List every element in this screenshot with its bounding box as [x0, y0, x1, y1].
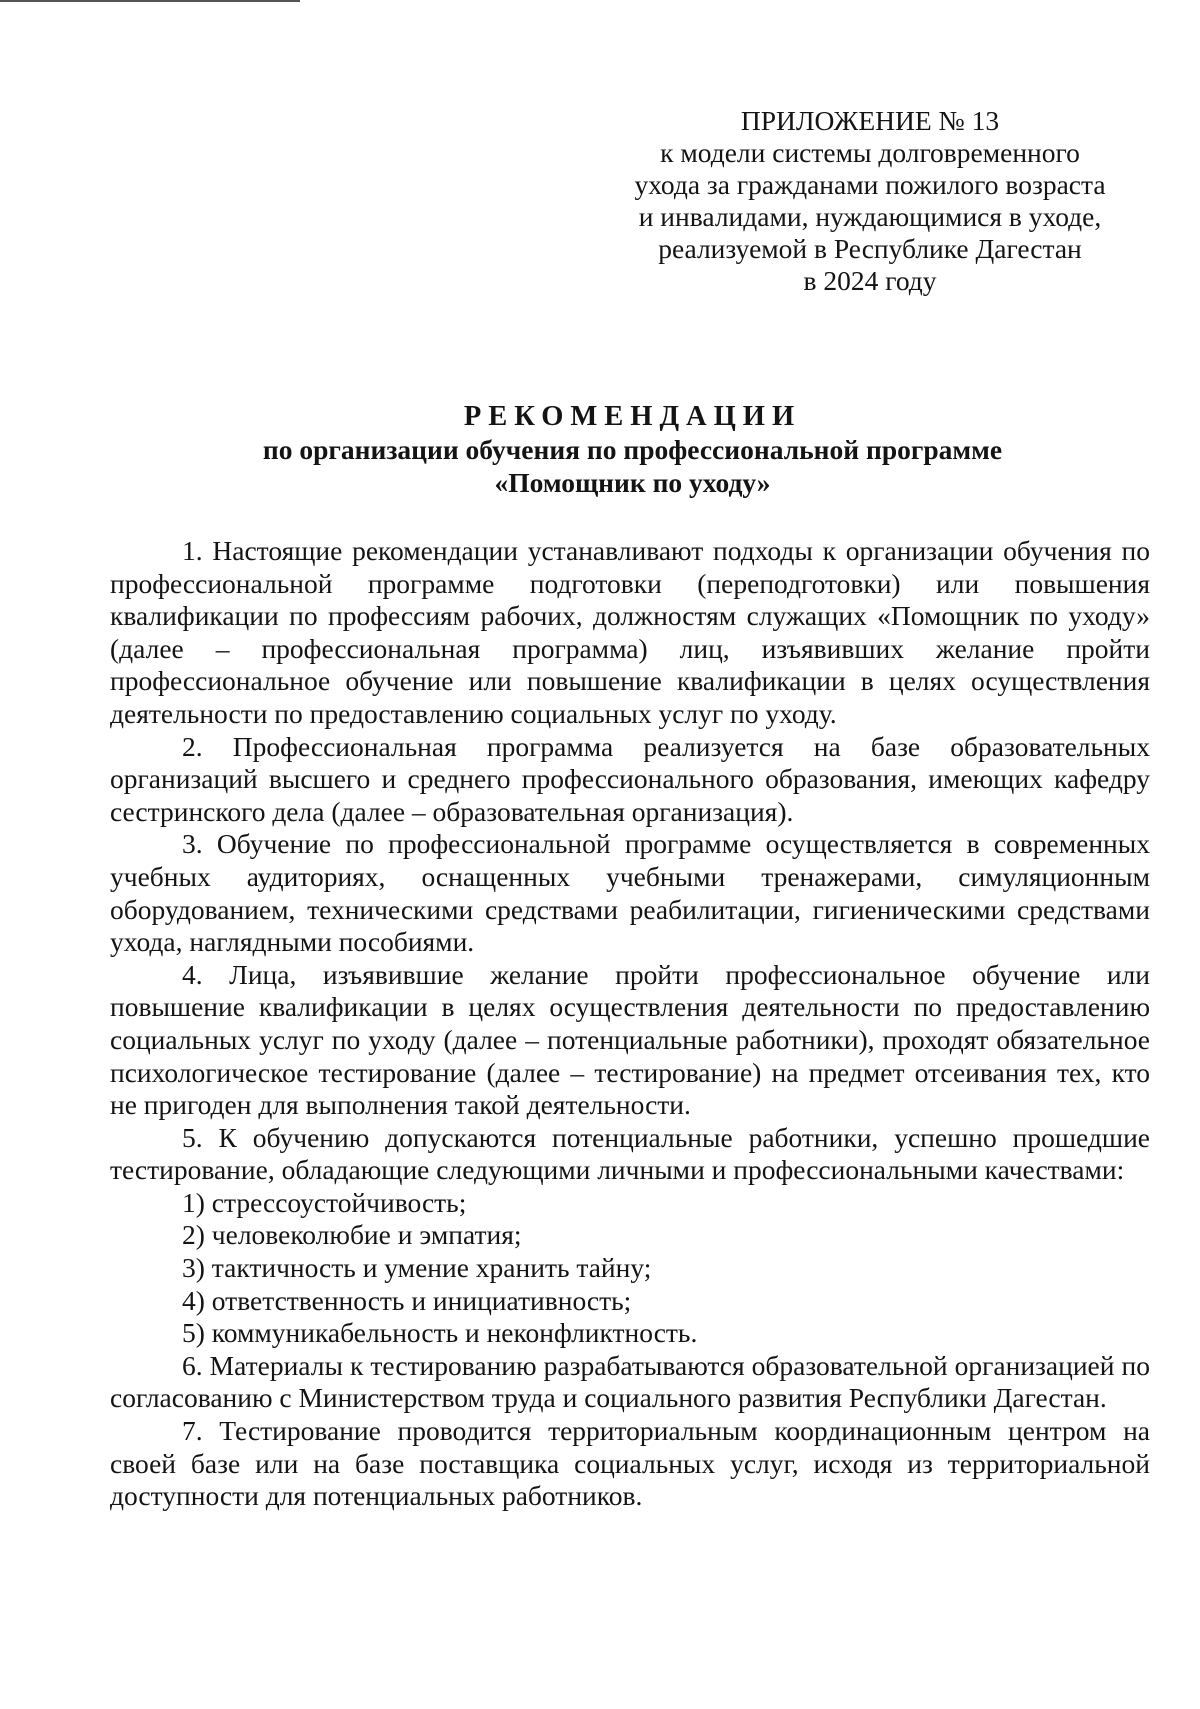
paragraph-2: 2. Профессиональная программа реализуется на базе образовательных организаций высшего и среднего профессионального образования, имеющих кафедру сестринского дела (далее – образовательная организация). [110, 730, 1150, 827]
appendix-header [620, 105, 1120, 297]
appendix-number: ПРИЛОЖЕНИЕ № 13 [740, 105, 1000, 136]
document-body [110, 535, 1150, 1513]
quality-item: 5) коммуникабельность и неконфликтность. [182, 1317, 698, 1349]
quality-item: 2) человеколюбие и эмпатия; [182, 1219, 522, 1251]
paragraph-1: 1. Настоящие рекомендации устанавливают подходы к организации обучения по профессиональной программе подготовки (переподготовки) или повышения квалификации по профессиям рабочих, должностям служащих «Помощник по уходу» (далее – профессиональная программа) лиц, изъявивших желание пройти профессиональное обучение или повышение квалификации в целях осуществления деятельности по предоставлению социальных услуг по уходу. [110, 535, 1150, 729]
appendix-line: и инвалидами, нуждающимися в уходе, [638, 201, 1102, 232]
scan-edge-line [0, 0, 300, 2]
title-subtitle: по организации обучения по профессиональной программе [262, 434, 1003, 465]
quality-item: 3) тактичность и умение хранить тайну; [182, 1252, 652, 1284]
appendix-line: реализуемой в Республике Дагестан [658, 233, 1082, 264]
appendix-line: к модели системы долговременного [660, 137, 1080, 168]
paragraph-7: 7. Тестирование проводится территориальным координационным центром на своей базе или на базе поставщика социальных услуг, исходя из территориальной доступности для потенциальных работников. [110, 1415, 1150, 1512]
title-program-name: «Помощник по уходу» [494, 467, 771, 498]
paragraph-5: 5. К обучению допускаются потенциальные работники, успешно прошедшие тестирование, обладающие следующими личными и профессиональными качествами: [110, 1121, 1150, 1186]
quality-item: 4) ответственность и инициативность; [182, 1284, 632, 1316]
quality-item: 1) стрессоустойчивость; [182, 1186, 467, 1218]
paragraph-3: 3. Обучение по профессиональной программе осуществляется в современных учебных аудиториях, оснащенных учебными тренажерами, симуляционным оборудованием, техническими средствами реабилитации, гигиеническими средствами ухода, наглядными пособиями. [110, 828, 1150, 958]
appendix-line: в 2024 году [803, 265, 937, 296]
paragraph-4: 4. Лица, изъявившие желание пройти профессиональное обучение или повышение квалификации в целях осуществления деятельности по предоставлению социальных услуг по уходу (далее – потенциальные работники), проходят обязательное психологическое тестирование (далее – тестирование) на предмет отсеивания тех, кто не пригоден для выполнения такой деятельности. [110, 958, 1150, 1121]
title-heading: РЕКОМЕНДАЦИИ [463, 401, 802, 432]
appendix-line: ухода за гражданами пожилого возраста [634, 169, 1106, 200]
paragraph-6: 6. Материалы к тестированию разрабатываются образовательной организацией по согласованию с Министерством труда и социального развития Республики Дагестан. [110, 1349, 1150, 1414]
document-title [110, 400, 1155, 499]
